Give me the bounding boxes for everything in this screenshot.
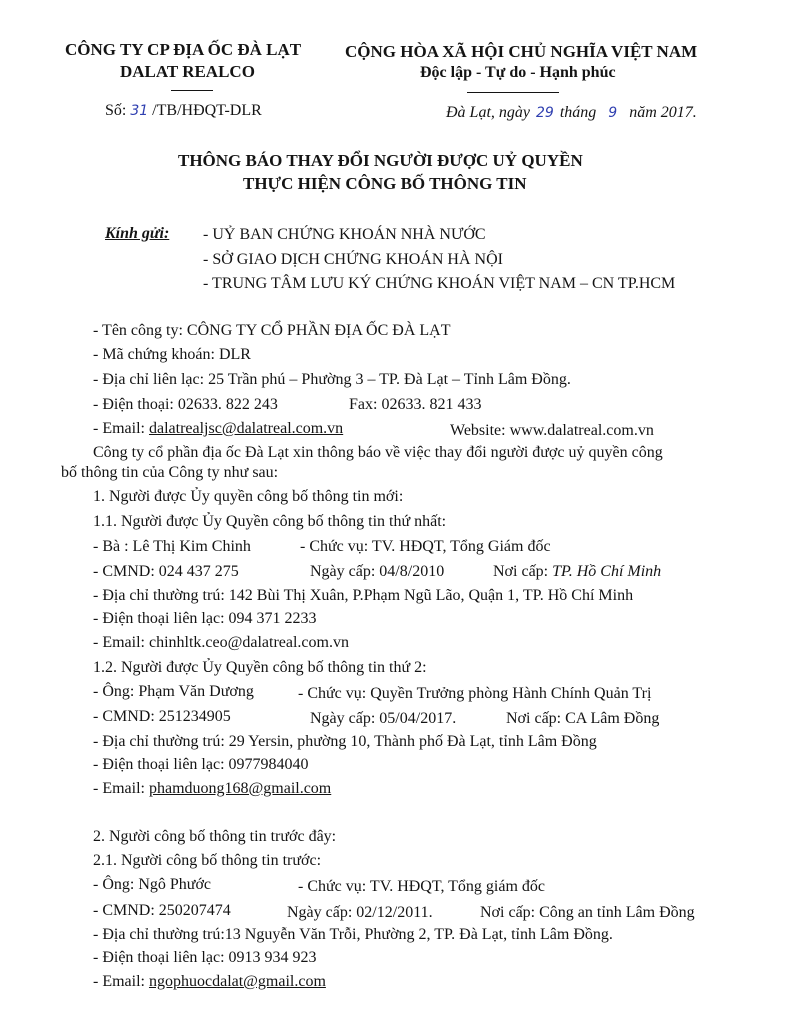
previous-person-heading: 2.1. Người công bố thông tin trước: — [93, 852, 322, 869]
person1-issue-place: Nơi cấp: TP. Hồ Chí Minh — [493, 563, 662, 580]
date-day-handwritten: 29 — [536, 105, 554, 121]
company-email-link[interactable]: dalatrealjsc@dalatreal.com.vn — [148, 420, 344, 437]
person2-email-row: - Email: phamduong168@gmail.com — [93, 780, 332, 797]
document-number: Số: 31 /TB/HĐQT-DLR — [105, 102, 262, 119]
country-name: CỘNG HÒA XÃ HỘI CHỦ NGHĨA VIỆT NAM — [345, 42, 698, 61]
section2-heading: 2. Người công bố thông tin trước đây: — [93, 828, 337, 845]
recipient-item: - UỶ BAN CHỨNG KHOÁN NHÀ NƯỚC — [203, 226, 486, 243]
motto: Độc lập - Tự do - Hạnh phúc — [420, 64, 616, 81]
person2-issue-place: Nơi cấp: CA Lâm Đồng — [506, 710, 660, 727]
document-title-line2: THỰC HIỆN CÔNG BỐ THÔNG TIN — [243, 174, 527, 193]
previous-person-id: - CMND: 250207474 — [93, 902, 231, 919]
company-short-name: DALAT REALCO — [120, 62, 255, 81]
previous-person-issue-place: Nơi cấp: Công an tỉnh Lâm Đồng — [480, 904, 695, 921]
previous-person-name: - Ông: Ngô Phước — [93, 876, 212, 893]
document-date: Đà Lạt, ngày 29 tháng 9 năm 2017. — [446, 104, 697, 121]
recipients-label: Kính gửi: — [105, 225, 170, 242]
company-info-address: - Địa chỉ liên lạc: 25 Trần phú – Phường 3 – TP. Đà Lạt – Tỉnh Lâm Đồng. — [93, 371, 571, 388]
previous-person-address: - Địa chỉ thường trú:13 Nguyễn Văn Trỗi, Phường 2, TP. Đà Lạt, tỉnh Lâm Đồng. — [93, 926, 613, 943]
motto-underline — [467, 92, 559, 93]
previous-person-email-link[interactable]: ngophuocdalat@gmail.com — [148, 973, 326, 990]
person2-name: - Ông: Phạm Văn Dương — [93, 683, 254, 700]
person2-heading: 1.2. Người được Ủy Quyền công bố thông tin thứ 2: — [93, 659, 427, 676]
person2-address: - Địa chỉ thường trú: 29 Yersin, phường 10, Thành phố Đà Lạt, tỉnh Lâm Đồng — [93, 733, 597, 750]
company-info-name: - Tên công ty: CÔNG TY CỔ PHẦN ĐỊA ỐC ĐÀ LẠT — [93, 322, 451, 339]
recipient-item: - SỞ GIAO DỊCH CHỨNG KHOÁN HÀ NỘI — [203, 251, 503, 268]
company-underline — [171, 90, 213, 91]
document-title-line1: THÔNG BÁO THAY ĐỔI NGƯỜI ĐƯỢC UỶ QUYỀN — [178, 151, 583, 170]
company-info-phone: - Điện thoại: 02633. 822 243 — [93, 396, 278, 413]
section1-heading: 1. Người được Ủy quyền công bố thông tin mới: — [93, 488, 404, 505]
document-number-handwritten: 31 — [130, 103, 149, 119]
person1-address: - Địa chỉ thường trú: 142 Bùi Thị Xuân, P.Phạm Ngũ Lão, Quận 1, TP. Hồ Chí Minh — [93, 587, 634, 604]
person1-email: - Email: chinhltk.ceo@dalatreal.com.vn — [93, 634, 349, 651]
person2-position: - Chức vụ: Quyền Trưởng phòng Hành Chính Quản Trị — [298, 685, 652, 702]
person1-issue-date: Ngày cấp: 04/8/2010 — [310, 563, 445, 580]
person1-position: - Chức vụ: TV. HĐQT, Tổng Giám đốc — [300, 538, 551, 555]
previous-person-phone: - Điện thoại liên lạc: 0913 934 923 — [93, 949, 317, 966]
intro-line1: Công ty cổ phần địa ốc Đà Lạt xin thông báo về việc thay đổi người được uỷ quyền công — [93, 444, 663, 461]
company-name: CÔNG TY CP ĐỊA ỐC ĐÀ LẠT — [65, 40, 302, 59]
company-info-ticker: - Mã chứng khoán: DLR — [93, 346, 251, 363]
company-info-email-row: - Email: dalatrealjsc@dalatreal.com.vn — [93, 420, 344, 437]
company-info-fax: Fax: 02633. 821 433 — [349, 396, 482, 413]
person1-id: - CMND: 024 437 275 — [93, 563, 239, 580]
person2-phone: - Điện thoại liên lạc: 0977984040 — [93, 756, 309, 773]
recipient-item: - TRUNG TÂM LƯU KÝ CHỨNG KHOÁN VIỆT NAM – CN TP.HCM — [203, 275, 676, 292]
person2-email-link[interactable]: phamduong168@gmail.com — [148, 780, 332, 797]
date-month-handwritten: 9 — [608, 105, 618, 121]
intro-line2: bố thông tin của Công ty như sau: — [61, 464, 279, 481]
company-info-website: Website: www.dalatreal.com.vn — [450, 422, 654, 439]
person1-phone: - Điện thoại liên lạc: 094 371 2233 — [93, 610, 317, 627]
person2-id: - CMND: 251234905 — [93, 708, 231, 725]
previous-person-position: - Chức vụ: TV. HĐQT, Tổng giám đốc — [298, 878, 546, 895]
person2-issue-date: Ngày cấp: 05/04/2017. — [310, 710, 457, 727]
person1-name: - Bà : Lê Thị Kim Chinh — [93, 538, 251, 555]
previous-person-issue-date: Ngày cấp: 02/12/2011. — [287, 904, 433, 921]
previous-person-email-row: - Email: ngophuocdalat@gmail.com — [93, 973, 326, 990]
person1-heading: 1.1. Người được Ủy Quyền công bố thông tin thứ nhất: — [93, 513, 447, 530]
